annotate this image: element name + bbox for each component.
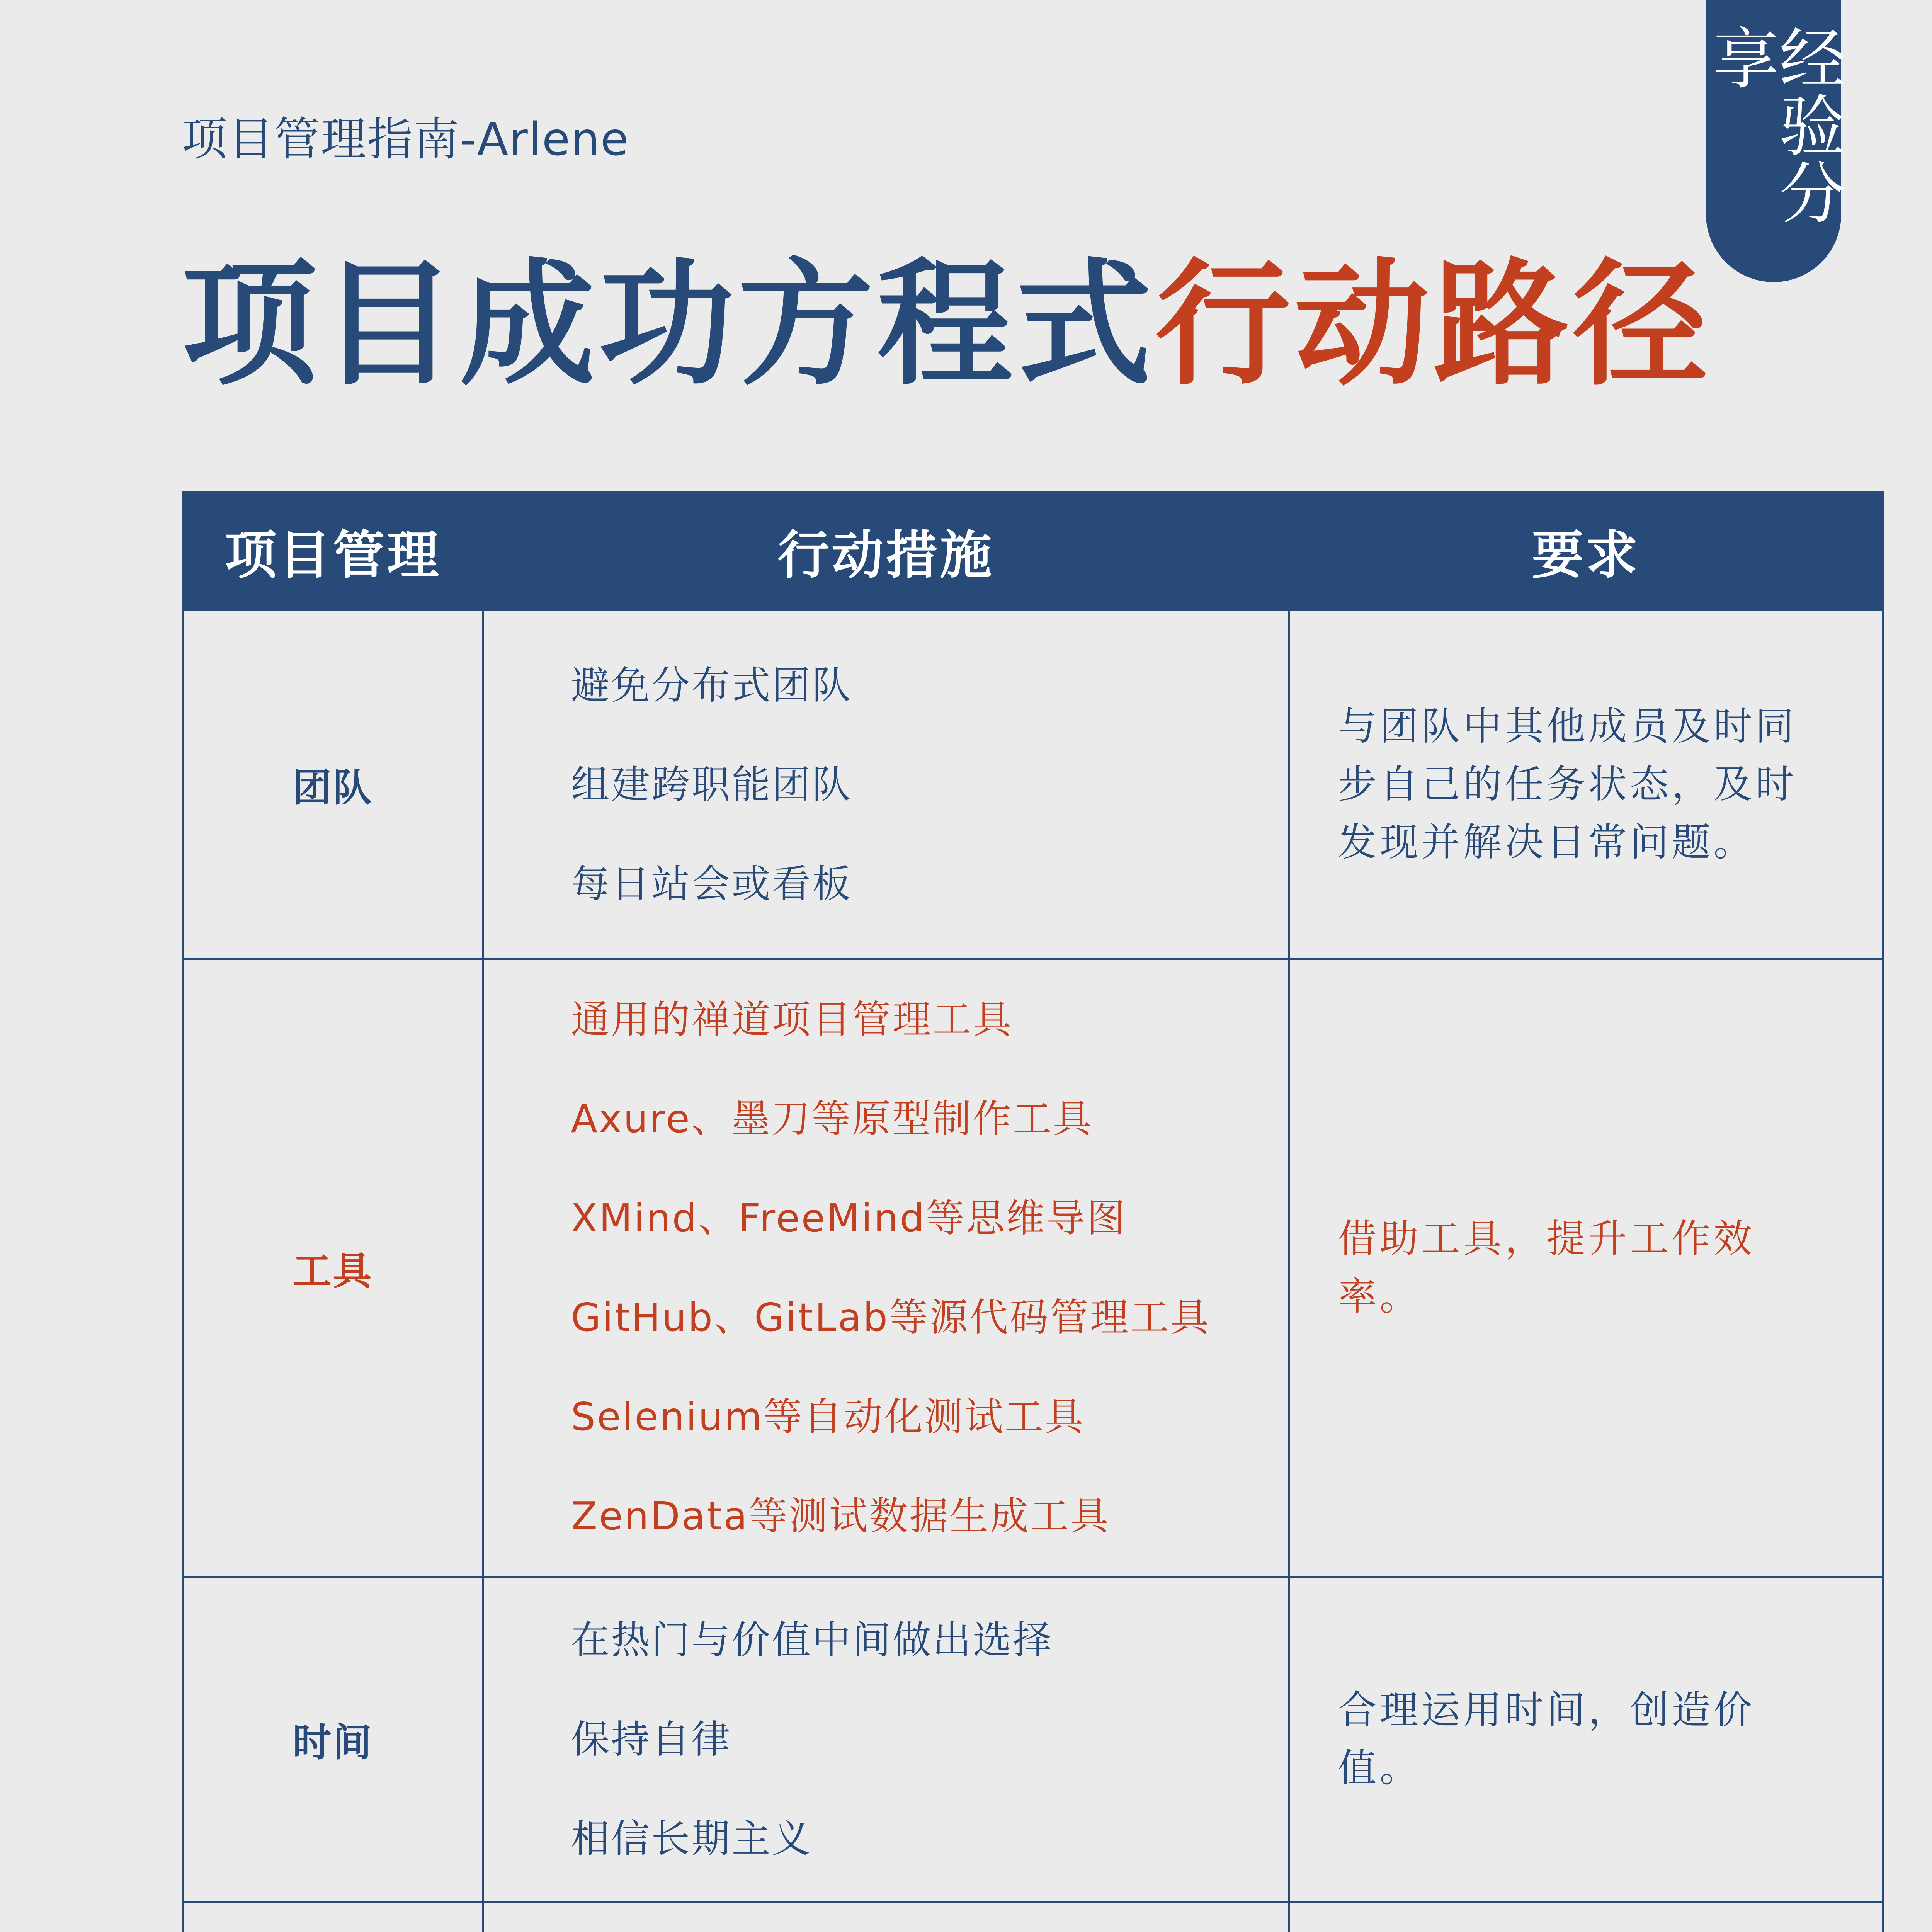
experience-badge bbox=[1702, 0, 1846, 282]
table-row-tools bbox=[183, 959, 1883, 1577]
requirement-cell bbox=[1289, 1901, 1883, 1932]
requirement-cell: 借助工具，提升工作效率。 bbox=[1289, 959, 1883, 1577]
page-title bbox=[182, 247, 1712, 402]
header-project-management: 项目管理 bbox=[183, 492, 483, 610]
actions-cell bbox=[483, 1577, 1289, 1901]
table-header-row bbox=[183, 492, 1883, 610]
action-item: Selenium等自动化测试工具 bbox=[571, 1394, 1085, 1439]
category-cell bbox=[183, 1901, 483, 1932]
requirement-cell: 与团队中其他成员及时同步自己的任务状态，及时发现并解决日常问题。 bbox=[1289, 610, 1883, 959]
title-main: 项目成功方程式 bbox=[182, 246, 1155, 403]
action-item: GitHub、GitLab等源代码管理工具 bbox=[571, 1295, 1211, 1340]
action-path-table bbox=[182, 491, 1884, 1932]
badge-label: 经验分享 bbox=[1702, 24, 1846, 226]
table-row-management-style bbox=[183, 1901, 1883, 1932]
action-item bbox=[571, 1915, 1287, 1932]
action-item: Axure、墨刀等原型制作工具 bbox=[571, 1096, 1093, 1141]
table-row-time bbox=[183, 1577, 1883, 1901]
action-item: ZenData等测试数据生成工具 bbox=[571, 1493, 1111, 1539]
title-highlight: 行动路径 bbox=[1155, 246, 1712, 403]
action-item: 保持自律 bbox=[571, 1716, 732, 1762]
category-cell: 时间 bbox=[183, 1577, 483, 1901]
action-item: XMind、FreeMind等思维导图 bbox=[571, 1196, 1127, 1241]
action-item: 在热门与价值中间做出选择 bbox=[571, 1617, 1053, 1663]
action-item: 通用的禅道项目管理工具 bbox=[571, 997, 1013, 1042]
action-item: 组建跨职能团队 bbox=[571, 762, 852, 807]
category-cell: 工具 bbox=[183, 959, 483, 1577]
requirement-cell: 合理运用时间，创造价值。 bbox=[1289, 1577, 1883, 1901]
actions-cell bbox=[483, 1901, 1289, 1932]
header-requirements: 要求 bbox=[1289, 492, 1883, 610]
category-cell: 团队 bbox=[183, 610, 483, 959]
action-item: 每日站会或看板 bbox=[571, 861, 852, 906]
action-item: 相信长期主义 bbox=[571, 1816, 812, 1861]
action-item: 避免分布式团队 bbox=[571, 662, 852, 708]
actions-cell bbox=[483, 959, 1289, 1577]
page-subtitle: 项目管理指南-Arlene bbox=[182, 112, 629, 166]
header-actions: 行动措施 bbox=[483, 492, 1289, 610]
table-row-team bbox=[183, 610, 1883, 959]
actions-cell bbox=[483, 610, 1289, 959]
